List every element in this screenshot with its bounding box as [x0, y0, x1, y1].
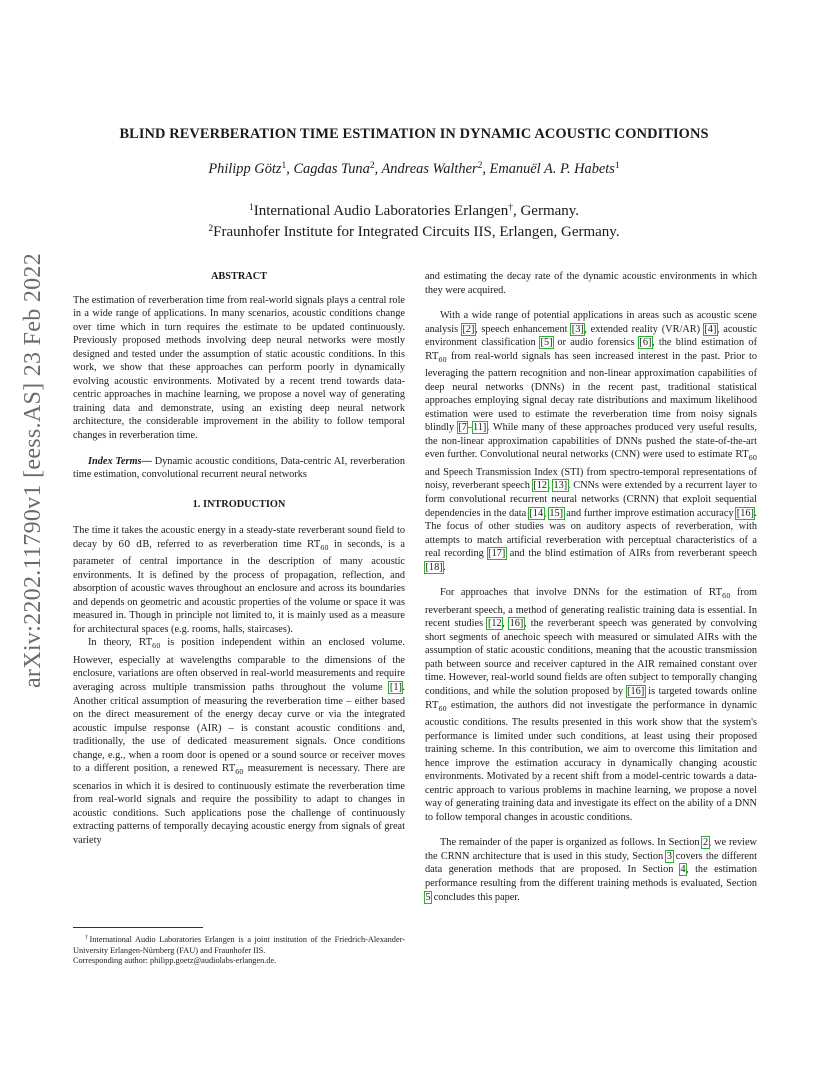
footnote-affiliation: †International Audio Laboratories Erlangen is a joint institution of the Friedrich-Alexander-University Erlangen-Nürnberg (FAU) and Fraunhofer IIS.	[73, 935, 405, 955]
author-separator: ,	[286, 161, 294, 177]
citation-link[interactable]: [17]	[488, 548, 506, 560]
affiliation-tail: , Germany.	[512, 203, 580, 219]
citation-link[interactable]: 13]	[553, 480, 568, 492]
rt60-symbol: $RT_{60}$	[735, 449, 757, 463]
citation-link[interactable]: [12	[533, 480, 548, 492]
footnote	[73, 927, 405, 967]
abstract-text: The estimation of reverberation time from real-world signals plays a central role in a wide range of applications. In many scenarios, acoustic conditions change over time which in turn requires the estimate to be updated continuously. Previously proposed methods involving deep neural networks were mostly designed and tested under the assumption of static acoustic conditions. In this work, we show that these approaches can perform poorly in dynamically evolving acoustic environments. Motivated by a recent trend towards data-centric approaches in machine learning, we propose a novel way of generating training data and demonstrate, using an existing deep neural network architecture, the considerable improvement in the ability to follow temporal changes in reverberation time.	[73, 294, 405, 442]
citation-link[interactable]: [3]	[571, 323, 584, 335]
author-mark: 1	[281, 161, 287, 171]
intro-paragraph-1: The time it takes the acoustic energy in a steady-state reverberant sound field to decay by 60 dB, referred to as reverberation time $RT_{60}$ in seconds, is a parameter of central importance in the description of many acoustic environments. It is defined by the process of propagation, reflection, and absorption of acoustic waves throughout an enclosure and across its boundaries and depends on geometric and acoustic properties of the volume or space it was measured in. Though in principle not limited to, it is mainly used as a measure for architectural spaces (e.g. rooms, halls, staircases).	[73, 525, 405, 635]
citation-link[interactable]: [5]	[540, 337, 553, 349]
affiliation-text: International Audio Laboratories Erlangen	[253, 203, 509, 219]
left-column	[73, 270, 405, 847]
affiliations	[60, 199, 768, 241]
author-mark: 2	[369, 161, 375, 171]
author-mark: 2	[477, 161, 483, 171]
citation-link[interactable]: [4]	[704, 323, 717, 335]
citation-link[interactable]: 11]	[473, 422, 487, 434]
affiliation-mark: 1	[248, 203, 254, 213]
intro-paragraph-6: The remainder of the paper is organized as follows. In Section 2, we review the CRNN architecture that is used in this study, Section 3 covers the different data generation methods that are proposed. In Section 4, the estimation performance resulting from the different training methods is evaluated, Section 5 concludes this paper.	[425, 837, 757, 903]
rt60-symbol: $RT_{60}$	[306, 538, 329, 552]
citation-link[interactable]: [12	[487, 618, 502, 630]
arxiv-stamp: arXiv:2202.11790v1 [eess.AS] 23 Feb 2022	[20, 252, 47, 688]
citation-link[interactable]: [2]	[462, 323, 475, 335]
author-mark: 1	[614, 161, 620, 171]
citation-link[interactable]: [18]	[425, 561, 443, 573]
section-link[interactable]: 2	[702, 837, 709, 849]
index-terms	[73, 455, 405, 482]
affiliation-2	[60, 220, 768, 241]
author-name: Emanuël A. P. Habets	[489, 161, 615, 177]
section-link[interactable]: 4	[680, 864, 686, 876]
citation-link[interactable]: [16]	[627, 685, 645, 697]
author-name: Philipp Götz	[208, 161, 282, 177]
intro-heading: 1. INTRODUCTION	[192, 498, 286, 510]
rt60-symbol: $RT_{60}$	[708, 587, 731, 601]
paper-title: BLIND REVERBERATION TIME ESTIMATION IN DYNAMIC ACOUSTIC CONDITIONS	[119, 126, 709, 142]
affiliation-text: Fraunhofer Institute for Integrated Circuits IIS, Erlangen, Germany.	[213, 224, 620, 240]
intro-paragraph-5: For approaches that involve DNNs for the estimation of $RT_{60}$ from reverberant speech, a method of generating realistic training data is essential. In recent studies [12, 16], the reverberant speech was generated by convolving short segments of anechoic speech with measured or simulated AIRs with the assumption of static acoustic conditions, meaning that the acoustic transmission path between source and receiver captured in the AIR remained constant over time. However, real-world sound fields are often subject to temporally changing conditions, and while the solution proposed by [16] is targeted towards online $RT_{60}$ estimation, the authors did not investigate the performance in dynamic acoustic conditions. The results presented in this work show that the system's performance is limited under such conditions, at least using their proposed training scheme. In this contribution, we aim to overcome this limitation and hence improve the estimation accuracy in dynamically changing acoustic environments. Motivated by a recent shift from a model-centric towards a data-centric approach to various problems in machine learning, we propose a novel way of generating training data and investigate its effect on the ability of a DNN to follow temporal changes in acoustic conditions.	[425, 587, 758, 823]
affiliation-1	[60, 199, 768, 220]
unit-60db: 60 dB	[118, 538, 150, 550]
right-column	[425, 270, 757, 904]
intro-paragraph-3: and estimating the decay rate of the dynamic acoustic environments in which they were acquired.	[425, 271, 757, 296]
citation-link[interactable]: [1]	[389, 682, 402, 693]
index-terms-label: Index Terms—	[88, 455, 152, 467]
section-link[interactable]: 3	[666, 850, 673, 862]
section-link[interactable]: 5	[425, 891, 431, 903]
author-name: Cagdas Tuna	[293, 161, 370, 177]
rt60-symbol: $RT_{60}$	[425, 699, 447, 713]
intro-paragraph-2: In theory, $RT_{60}$ is position independent within an enclosed volume. However, especially at wavelengths comparable to the dimensions of the enclosure, variations are often observed in real-world measurements and require averaging across multiple transmission paths throughout the volume [1]. Another critical assumption of measuring the reverberation time – either based on the direct measurement of the energy decay curve or via the integrated acoustic impulse response (AIR) – is constant acoustic conditions and, traditionally, the use of dedicated measurement signals. Once conditions change, e.g., when a room door is opened or a sound source or receiver moves to a different position, a renewed $RT_{60}$ measurement is necessary. There are scenarios in which it is desired to continuously estimate the reverberation time from real-world signals and require the possibility to adapt to changes in acoustic conditions. Such applications pose the challenge of continuously extracting patterns of temporally decaying acoustic energy from signals of great variety	[73, 637, 405, 846]
author-name: Andreas Walther	[381, 161, 478, 177]
abstract-heading: ABSTRACT	[210, 271, 268, 282]
citation-link[interactable]: 15]	[549, 507, 564, 519]
author-separator: ,	[482, 161, 490, 177]
rt60-symbol: $RT_{60}$	[221, 763, 244, 777]
affiliation-mark: 2	[208, 224, 214, 234]
footnote-rule	[73, 927, 203, 928]
author-list	[60, 161, 768, 178]
affiliation-dagger: †	[508, 203, 513, 213]
citation-link[interactable]: [6]	[639, 337, 652, 349]
author-separator: ,	[374, 161, 382, 177]
rt60-symbol: $RT_{60}$	[425, 350, 447, 364]
citation-link[interactable]: 16]	[509, 618, 524, 630]
citation-link[interactable]: [16]	[736, 507, 754, 519]
footnote-contact: Corresponding author: philipp.goetz@audiolabs-erlangen.de.	[73, 956, 277, 966]
citation-link[interactable]: [14	[529, 507, 544, 519]
intro-paragraph-4: With a wide range of potential applications in areas such as acoustic scene analysis [2], speech enhancement [3], extended reality (VR/AR) [4], acoustic environment classification [5] or audio forensics [6], the blind estimation of $RT_{60}$ from real-world signals has seen increased interest in the past. Prior to leveraging the pattern recognition and non-linear approximation capabilities of deep neural networks (DNNs) in the recent past, traditional statistical approaches employing signal decay rate distributions and maximum likelihood estimation were used to estimate the reverberation time from noisy signals blindly [7–11]. While many of these approaches produced very useful results, the non-linear approximation capabilities of DNNs pushed the state-of-the-art even further. Convolutional neural networks (CNN) were used to estimate $RT_{60}$ and Speech Transmission Index (STI) from spectro-temporal representations of noisy, reverberant speech [12, 13]. CNNs were extended by a recurrent layer to form convolutional recurrent neural networks (CRNN) that exploit sequential dependencies in the data [14, 15] and further improve estimation accuracy [16]. The focus of other studies was on auditory aspects of reverberation, with attempts to match artificial reverberation with perceptual characteristics of a real recording [17] and the blind estimation of AIRs from reverberant speech [18].	[425, 310, 757, 573]
rt60-symbol: $RT_{60}$	[138, 637, 161, 651]
citation-link[interactable]: [7	[458, 422, 467, 434]
index-terms-text: Dynamic acoustic conditions, Data-centric AI, reverberation time estimation, convolutional recurrent neural networks	[73, 455, 405, 481]
